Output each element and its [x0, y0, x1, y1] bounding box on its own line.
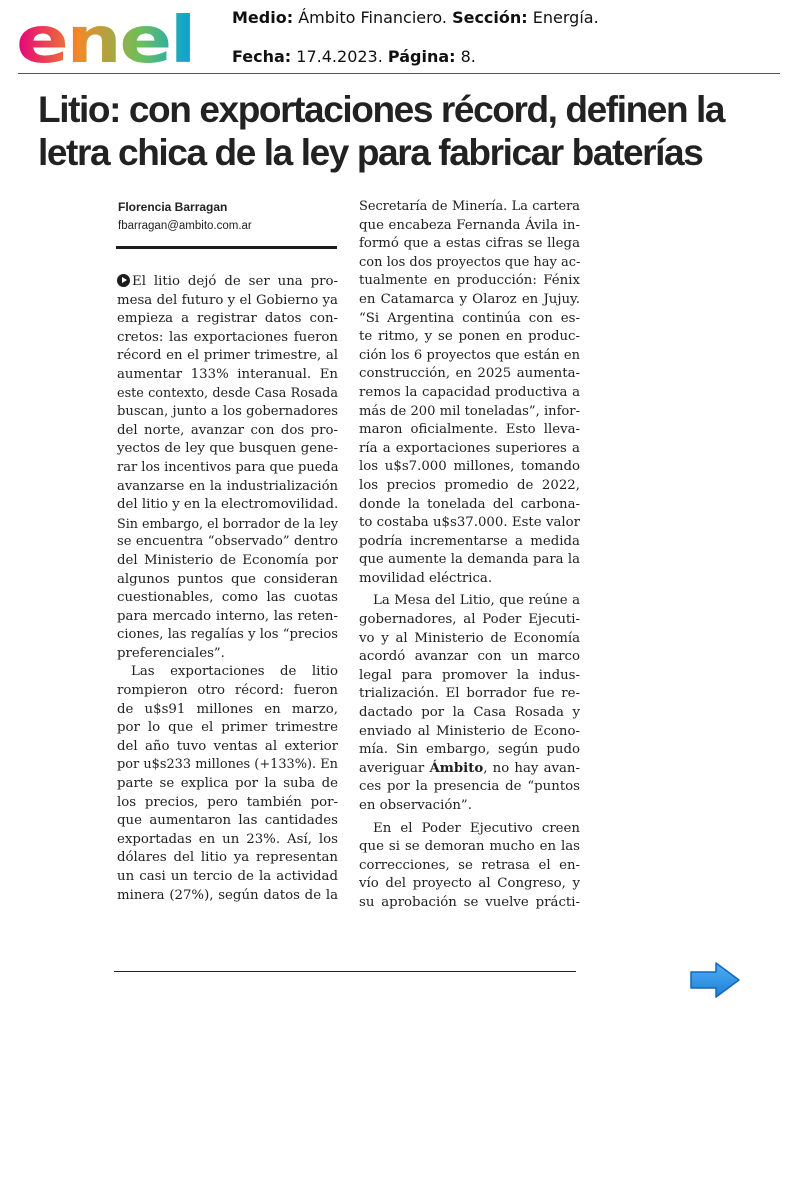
- footer-divider: [114, 971, 576, 972]
- text-line: cretos: las exportaciones fueron: [117, 329, 338, 345]
- text-line: ción los 6 proyectos que están en: [359, 347, 580, 363]
- text-line: maron oficialmente. Esto lleva-: [359, 422, 580, 438]
- text-line: preferenciales”.: [117, 645, 225, 661]
- text-line: La Mesa del Litio, que reúne a: [373, 593, 580, 609]
- text-line: vo y al Ministerio de Economía: [359, 630, 580, 646]
- text-line: con los dos proyectos que hay ac-: [359, 254, 581, 270]
- text-line: para mercado interno, las reten-: [117, 608, 338, 624]
- text-line: del litio y en la electromovilidad.: [117, 497, 339, 513]
- date-value: 17.4.2023.: [296, 47, 383, 66]
- text-line: ces por la presencia de “puntos: [359, 779, 580, 795]
- text-line: ría a exportaciones superiores a: [359, 440, 580, 456]
- text-line: to costaba u$s37.000. Este valor: [359, 515, 580, 531]
- text-line: rar los incentivos para que pueda: [117, 459, 339, 475]
- text-line: correcciones, se retrasa el en-: [359, 857, 580, 873]
- media-value: Ámbito Financiero.: [298, 8, 447, 27]
- text-line: cuestionables, como las cuotas: [117, 590, 338, 606]
- text-line: “Si Argentina continúa con es-: [359, 310, 580, 326]
- byline-divider: [116, 246, 337, 249]
- date-info-line: [232, 47, 476, 66]
- headline-line: Litio: con exportaciones récord, definen la: [38, 89, 725, 130]
- text-line: este contexto, desde Casa Rosada: [117, 385, 338, 401]
- text-line: que aumentaron las cantidades: [117, 813, 338, 829]
- text-line: El litio dejó de ser una pro-: [117, 273, 338, 292]
- text-line: Las exportaciones de litio: [131, 664, 338, 680]
- text-line: minera (27%), según datos de la: [117, 887, 338, 903]
- text-line: donde la tonelada del carbona-: [359, 496, 580, 512]
- enel-logo: [16, 6, 196, 68]
- article-column-2: [359, 198, 580, 913]
- publication-name: Ámbito: [429, 760, 484, 776]
- text-line: movilidad eléctrica.: [359, 570, 493, 586]
- text-line: algunos puntos que consideran: [117, 571, 338, 587]
- text-line: del norte, avanzar con dos pro-: [117, 422, 338, 438]
- text-line: gobernadores, al Poder Ejecuti-: [359, 612, 580, 628]
- text-line: que aumente la demanda para la: [359, 552, 580, 568]
- text-line: en observación”.: [359, 798, 472, 813]
- text-line: acordó avanzar con un marco: [359, 649, 580, 665]
- text-line: los precios, pero también por-: [117, 794, 338, 810]
- text-line: formó que a estas cifras se llega: [359, 236, 580, 252]
- text-line: aumentar 133% interanual. En: [117, 366, 338, 382]
- text-line: dactado por la Casa Rosada y: [359, 705, 580, 721]
- text-line: los precios promedio de 2022,: [359, 477, 580, 493]
- text-line: En el Poder Ejecutivo creen: [373, 820, 580, 836]
- text-line: que encabeza Fernanda Ávila in-: [359, 217, 580, 233]
- text-line: averiguar Ámbito, no hay avan-: [359, 760, 580, 776]
- text-line: buscan, junto a los gobernadores: [117, 404, 338, 420]
- text-line: que si se demoran mucho en las: [359, 839, 580, 855]
- text-line: te ritmo, y se ponen en produc-: [359, 329, 580, 345]
- date-label: Fecha:: [232, 47, 292, 66]
- text-line: por lo que el primer trimestre: [117, 720, 338, 736]
- text-line: yectos de ley que busquen gene-: [117, 441, 338, 457]
- text-line: por u$s233 millones (+133%). En: [117, 757, 338, 773]
- text-line: construcción, en 2025 aumenta-: [359, 366, 580, 382]
- source-info-line: [232, 8, 599, 27]
- text-line: más de 200 mil toneladas”, infor-: [359, 403, 580, 419]
- header-divider: [18, 73, 780, 74]
- text-line: se encuentra “observado” dentro: [117, 534, 338, 550]
- author-email: fbarragan@ambito.com.ar: [118, 220, 252, 232]
- text-line: vío del proyecto al Congreso, y: [359, 876, 580, 892]
- article-headline: [38, 88, 778, 174]
- text-line: un casi un tercio de la actividad: [117, 869, 338, 884]
- text-line: trialización. El borrador fue re-: [359, 686, 580, 702]
- article-column-1: [117, 273, 338, 905]
- text-line: Sin embargo, el borrador de la ley: [117, 515, 339, 531]
- text-line: récord en el primer trimestre, al: [117, 348, 338, 364]
- text-line: remos la capacidad productiva a: [359, 384, 580, 400]
- section-value: Energía.: [532, 8, 599, 27]
- page-value: 8.: [460, 47, 476, 66]
- media-label: Medio:: [232, 8, 294, 27]
- text-line: del año tuvo ventas al exterior: [117, 738, 338, 754]
- text-line: exportadas en un 23%. Así, los: [117, 831, 338, 847]
- text-line: legal para promover la indus-: [359, 667, 580, 683]
- text-line: los u$s7.000 millones, tomando: [359, 459, 580, 475]
- author-name: Florencia Barragan: [118, 200, 228, 214]
- text-line: Secretaría de Minería. La cartera: [359, 199, 580, 214]
- text-line: avanzarse en la industrialización: [117, 478, 338, 494]
- text-line: mía. Sin embargo, según pudo: [359, 742, 580, 758]
- text-line: podría incrementarse a medida: [359, 533, 580, 549]
- text-line: mesa del futuro y el Gobierno ya: [117, 292, 338, 308]
- text-line: dólares del litio ya representan: [117, 850, 338, 866]
- text-line: empieza a registrar datos con-: [117, 311, 338, 327]
- play-bullet-icon: [117, 274, 130, 287]
- text-line: del Ministerio de Economía por: [117, 552, 338, 568]
- text-line: rompieron otro récord: fueron: [117, 683, 338, 699]
- text-line: parte se explica por la suba de: [117, 776, 338, 792]
- text-line: de u$s91 millones en marzo,: [117, 701, 338, 717]
- section-label: Sección:: [452, 8, 528, 27]
- svg-text:enel: enel: [16, 6, 194, 68]
- text-line: enviado al Ministerio de Econo-: [359, 723, 580, 739]
- text-line: ciones, las regalías y los “precios: [117, 627, 338, 643]
- text-line: tualmente en producción: Fénix: [359, 273, 580, 289]
- text-line: su aprobación se vuelve prácti-: [359, 894, 580, 910]
- text-line: en Catamarca y Olaroz en Jujuy.: [359, 291, 580, 307]
- page-label: Página:: [387, 47, 456, 66]
- headline-line: letra chica de la ley para fabricar baterías: [38, 132, 703, 173]
- arrow-right-icon[interactable]: [688, 961, 742, 999]
